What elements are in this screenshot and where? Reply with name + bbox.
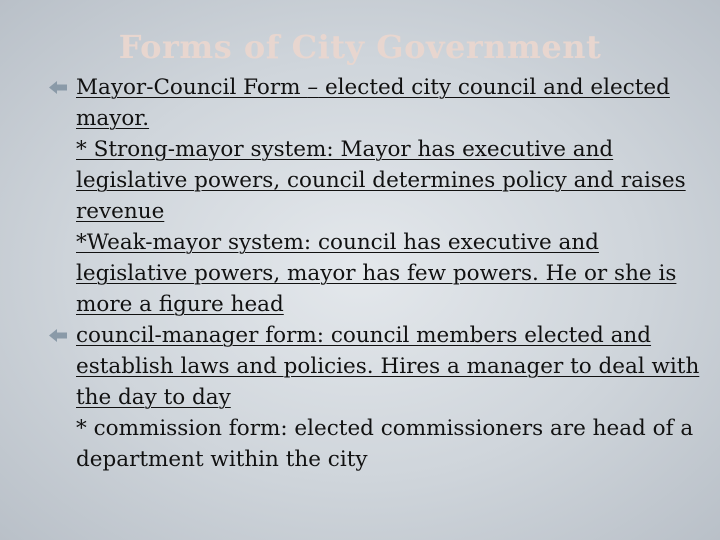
sub-item-text: * commission form: elected commissioners are head of a department within the city — [76, 416, 694, 472]
sub-item-text: *Weak-mayor system: council has executive and legislative powers, mayor has few powers. He or she is more a figure head — [76, 230, 677, 317]
bullet-marker-icon — [49, 329, 67, 342]
bullet-mayor-council — [76, 72, 716, 134]
sub-item-text: * Strong-mayor system: Mayor has executive and legislative powers, council determines policy and raises revenue — [76, 137, 686, 224]
sub-item-strong-mayor — [76, 134, 716, 227]
slide-title: Forms of City Government — [118, 28, 602, 66]
sub-item-weak-mayor — [76, 227, 716, 320]
bullet-rest-text: elected city council and elected mayor. — [76, 75, 670, 131]
bullet-text: council-manager form: council members elected and establish laws and policies. Hires a manager to deal with the day to day — [76, 323, 700, 410]
slide-body — [76, 72, 716, 475]
bullet-lead-text: Mayor-Council Form — [76, 75, 308, 100]
sub-item-commission — [76, 413, 716, 475]
bullet-dash: – — [307, 75, 319, 100]
bullet-marker-icon — [49, 81, 67, 94]
bullet-council-manager — [76, 320, 716, 413]
